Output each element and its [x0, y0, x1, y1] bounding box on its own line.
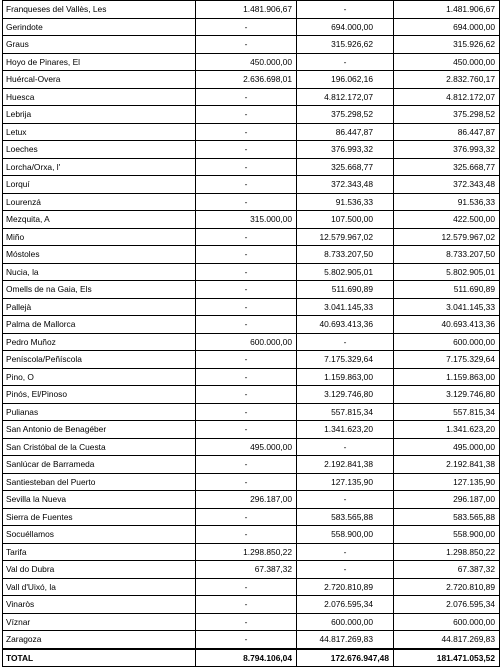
amount-column-2: - — [196, 456, 297, 474]
amount-column-2: - — [196, 106, 297, 124]
table-row — [3, 88, 500, 106]
table-row — [3, 508, 500, 526]
table-row — [3, 53, 500, 71]
amount-column-4: 91.536,33 — [394, 193, 500, 211]
table-row — [3, 421, 500, 439]
municipality-name: Pallejà — [3, 298, 196, 316]
table-row — [3, 631, 500, 649]
amount-column-2: - — [196, 193, 297, 211]
amount-column-4: 372.343,48 — [394, 176, 500, 194]
amount-column-4: 296.187,00 — [394, 491, 500, 509]
amount-column-3: 8.733.207,50 — [297, 246, 394, 264]
table-row — [3, 386, 500, 404]
amount-column-4: 2.192.841,38 — [394, 456, 500, 474]
table-row — [3, 176, 500, 194]
amount-column-4: 127.135,90 — [394, 473, 500, 491]
table-row — [3, 18, 500, 36]
table-row — [3, 281, 500, 299]
table-row — [3, 1, 500, 19]
table-row — [3, 526, 500, 544]
amount-column-2: - — [196, 36, 297, 54]
municipality-name: Vinaròs — [3, 596, 196, 614]
table-row — [3, 543, 500, 561]
amount-column-3: 2.076.595,34 — [297, 596, 394, 614]
amount-column-2: - — [196, 386, 297, 404]
table-row — [3, 368, 500, 386]
amount-column-2: - — [196, 263, 297, 281]
table-row — [3, 561, 500, 579]
amount-column-3: 91.536,33 — [297, 193, 394, 211]
amount-column-4: 3.041.145,33 — [394, 298, 500, 316]
amount-column-3: 86.447,87 — [297, 123, 394, 141]
municipality-name: Miño — [3, 228, 196, 246]
amount-column-2: - — [196, 18, 297, 36]
municipality-name: Pino, O — [3, 368, 196, 386]
amount-column-2: 1.481.906,67 — [196, 1, 297, 19]
amount-column-4: 1.481.906,67 — [394, 1, 500, 19]
amount-column-3: 2.192.841,38 — [297, 456, 394, 474]
table-body — [3, 1, 500, 649]
municipality-name: Pinós, El/Pinoso — [3, 386, 196, 404]
amount-column-2: 296.187,00 — [196, 491, 297, 509]
municipality-name: Graus — [3, 36, 196, 54]
municipality-name: Víznar — [3, 613, 196, 631]
amount-column-4: 315.926,62 — [394, 36, 500, 54]
amount-column-4: 12.579.967,02 — [394, 228, 500, 246]
municipality-name: Val do Dubra — [3, 561, 196, 579]
municipality-name: Hoyo de Pinares, El — [3, 53, 196, 71]
amount-column-2: 67.387,32 — [196, 561, 297, 579]
amount-column-3: 3.041.145,33 — [297, 298, 394, 316]
amount-column-2: - — [196, 596, 297, 614]
amount-column-4: 67.387,32 — [394, 561, 500, 579]
municipality-name: Peníscola/Peñíscola — [3, 351, 196, 369]
amount-column-3: 107.500,00 — [297, 211, 394, 229]
amount-column-2: - — [196, 613, 297, 631]
municipality-name: Zaragoza — [3, 631, 196, 649]
amount-column-2: - — [196, 631, 297, 649]
amount-column-2: - — [196, 508, 297, 526]
amount-column-3: 325.668,77 — [297, 158, 394, 176]
municipality-name: Nucia, la — [3, 263, 196, 281]
amount-column-4: 557.815,34 — [394, 403, 500, 421]
municipality-name: San Cristóbal de la Cuesta — [3, 438, 196, 456]
amount-column-2: - — [196, 123, 297, 141]
municipality-name: Santiesteban del Puerto — [3, 473, 196, 491]
amount-column-3: - — [297, 333, 394, 351]
municipality-name: Loeches — [3, 141, 196, 159]
amount-column-4: 450.000,00 — [394, 53, 500, 71]
table-row — [3, 333, 500, 351]
amount-column-4: 86.447,87 — [394, 123, 500, 141]
amount-column-4: 694.000,00 — [394, 18, 500, 36]
amount-column-3: 12.579.967,02 — [297, 228, 394, 246]
municipality-name: Huesca — [3, 88, 196, 106]
amount-column-4: 495.000,00 — [394, 438, 500, 456]
amount-column-4: 1.298.850,22 — [394, 543, 500, 561]
amount-column-3: 375.298,52 — [297, 106, 394, 124]
table-row — [3, 71, 500, 89]
table-row — [3, 106, 500, 124]
amount-column-2: - — [196, 578, 297, 596]
municipality-name: Pedro Muñoz — [3, 333, 196, 351]
table-row — [3, 316, 500, 334]
amount-column-3: 511.690,89 — [297, 281, 394, 299]
amount-column-2: - — [196, 368, 297, 386]
municipality-name: Franqueses del Vallès, Les — [3, 1, 196, 19]
amount-column-4: 422.500,00 — [394, 211, 500, 229]
amount-column-3: - — [297, 438, 394, 456]
amount-column-2: - — [196, 403, 297, 421]
amount-column-3: 44.817.269,83 — [297, 631, 394, 649]
amount-column-4: 2.832.760,17 — [394, 71, 500, 89]
amount-column-4: 40.693.413,36 — [394, 316, 500, 334]
municipality-name: Sevilla la Nueva — [3, 491, 196, 509]
amount-column-3: 1.159.863,00 — [297, 368, 394, 386]
municipality-name: Mezquita, A — [3, 211, 196, 229]
amount-column-4: 325.668,77 — [394, 158, 500, 176]
amount-column-4: 44.817.269,83 — [394, 631, 500, 649]
total-row — [3, 649, 500, 667]
amount-column-3: 583.565,88 — [297, 508, 394, 526]
amount-column-2: - — [196, 176, 297, 194]
total-column-3: 172.676.947,48 — [297, 649, 394, 667]
amount-column-3: 1.341.623,20 — [297, 421, 394, 439]
amount-column-2: - — [196, 316, 297, 334]
table-row — [3, 158, 500, 176]
table-row — [3, 193, 500, 211]
amount-column-2: - — [196, 351, 297, 369]
amount-column-4: 1.159.863,00 — [394, 368, 500, 386]
amount-column-3: 127.135,90 — [297, 473, 394, 491]
amount-column-4: 8.733.207,50 — [394, 246, 500, 264]
table-row — [3, 491, 500, 509]
amount-column-3: 600.000,00 — [297, 613, 394, 631]
table-row — [3, 246, 500, 264]
amount-column-2: - — [196, 158, 297, 176]
table-row — [3, 473, 500, 491]
table-row — [3, 438, 500, 456]
amount-column-4: 511.690,89 — [394, 281, 500, 299]
table-row — [3, 456, 500, 474]
amount-column-2: - — [196, 246, 297, 264]
amount-column-4: 2.720.810,89 — [394, 578, 500, 596]
amount-column-3: 694.000,00 — [297, 18, 394, 36]
amount-column-2: - — [196, 298, 297, 316]
amount-column-3: 2.720.810,89 — [297, 578, 394, 596]
amount-column-3: 5.802.905,01 — [297, 263, 394, 281]
table-row — [3, 228, 500, 246]
municipality-name: Huércal-Overa — [3, 71, 196, 89]
amount-column-4: 376.993,32 — [394, 141, 500, 159]
municipality-name: Sierra de Fuentes — [3, 508, 196, 526]
municipality-name: Vall d'Uixó, la — [3, 578, 196, 596]
amount-column-2: 1.298.850,22 — [196, 543, 297, 561]
table-row — [3, 263, 500, 281]
municipality-name: San Antonio de Benagéber — [3, 421, 196, 439]
amount-column-3: 40.693.413,36 — [297, 316, 394, 334]
amount-column-3: 372.343,48 — [297, 176, 394, 194]
amount-column-3: - — [297, 491, 394, 509]
table-row — [3, 613, 500, 631]
amount-column-3: - — [297, 561, 394, 579]
amount-column-4: 7.175.329,64 — [394, 351, 500, 369]
amount-column-4: 3.129.746,80 — [394, 386, 500, 404]
municipality-name: Letux — [3, 123, 196, 141]
amount-column-3: 4.812.172,07 — [297, 88, 394, 106]
amount-column-2: - — [196, 228, 297, 246]
table-row — [3, 211, 500, 229]
amount-column-3: 558.900,00 — [297, 526, 394, 544]
amount-column-3: 196.062,16 — [297, 71, 394, 89]
amount-column-3: 376.993,32 — [297, 141, 394, 159]
amount-column-2: 600.000,00 — [196, 333, 297, 351]
table-row — [3, 578, 500, 596]
amount-column-3: - — [297, 543, 394, 561]
table-row — [3, 123, 500, 141]
amount-column-2: - — [196, 526, 297, 544]
amount-column-4: 583.565,88 — [394, 508, 500, 526]
amount-column-4: 375.298,52 — [394, 106, 500, 124]
total-column-2: 8.794.106,04 — [196, 649, 297, 667]
amount-column-3: 7.175.329,64 — [297, 351, 394, 369]
table-row — [3, 351, 500, 369]
municipality-name: Palma de Mallorca — [3, 316, 196, 334]
table-row — [3, 298, 500, 316]
amount-column-2: - — [196, 421, 297, 439]
table-row — [3, 36, 500, 54]
municipality-name: Móstoles — [3, 246, 196, 264]
amount-column-2: 315.000,00 — [196, 211, 297, 229]
total-label: TOTAL — [3, 649, 196, 667]
municipality-name: Lourenzá — [3, 193, 196, 211]
municipality-name: Gerindote — [3, 18, 196, 36]
amount-column-3: - — [297, 53, 394, 71]
municipality-name: Lorquí — [3, 176, 196, 194]
total-column-4: 181.471.053,52 — [394, 649, 500, 667]
amount-column-3: 3.129.746,80 — [297, 386, 394, 404]
amount-column-2: - — [196, 473, 297, 491]
amount-column-3: 557.815,34 — [297, 403, 394, 421]
amount-column-4: 600.000,00 — [394, 333, 500, 351]
amount-column-4: 600.000,00 — [394, 613, 500, 631]
amount-column-4: 558.900,00 — [394, 526, 500, 544]
amount-column-2: - — [196, 88, 297, 106]
municipality-name: Lorcha/Orxa, l' — [3, 158, 196, 176]
table-row — [3, 403, 500, 421]
amount-column-2: 495.000,00 — [196, 438, 297, 456]
amount-column-4: 4.812.172,07 — [394, 88, 500, 106]
amount-column-3: - — [297, 1, 394, 19]
amount-column-4: 2.076.595,34 — [394, 596, 500, 614]
municipality-name: Omells de na Gaia, Els — [3, 281, 196, 299]
municipality-name: Pulianas — [3, 403, 196, 421]
municipality-name: Tarifa — [3, 543, 196, 561]
amount-column-2: 450.000,00 — [196, 53, 297, 71]
amount-column-3: 315.926,62 — [297, 36, 394, 54]
municipality-name: Socuéllamos — [3, 526, 196, 544]
amount-column-4: 5.802.905,01 — [394, 263, 500, 281]
municipality-amounts-table — [2, 0, 500, 667]
amount-column-2: 2.636.698,01 — [196, 71, 297, 89]
table-row — [3, 141, 500, 159]
amount-column-2: - — [196, 141, 297, 159]
amount-column-4: 1.341.623,20 — [394, 421, 500, 439]
table-row — [3, 596, 500, 614]
amount-column-2: - — [196, 281, 297, 299]
municipality-name: Lebrija — [3, 106, 196, 124]
municipality-name: Sanlúcar de Barrameda — [3, 456, 196, 474]
